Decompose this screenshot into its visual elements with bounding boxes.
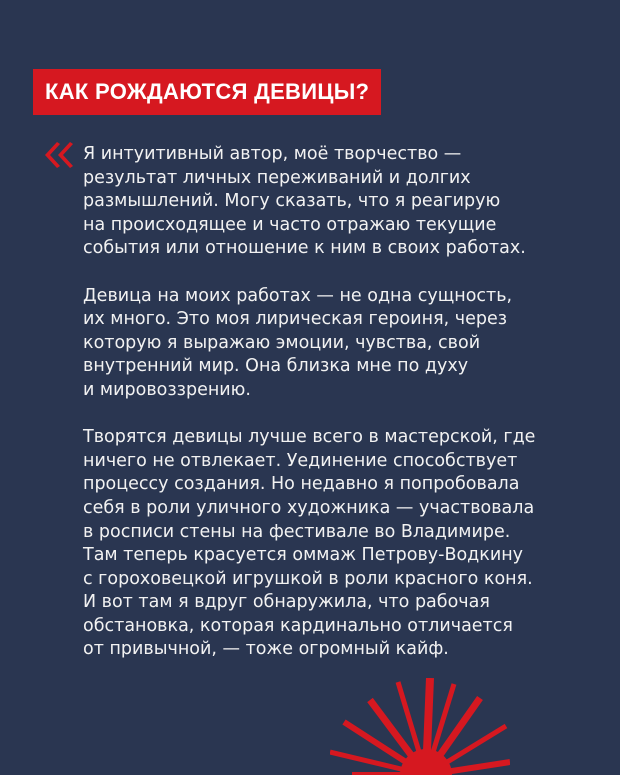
quote-paragraph-3: Творятся девицы лучше всего в мастерской, где ничего не отвлекает. Уединение способствует процессу создания. Но недавно я попробовала себя в роли уличного художника — участвовала в росписи стены на фестивале во Владимире. Там теперь красуется оммаж Петрову-Водкину с гороховецкой игрушкой в роли красного коня. И вот там я вдруг обнаружила, что рабочая обстановка, которая кардинально отличается от привычной, — тоже огромный кайф. [83, 427, 536, 660]
quote-paragraph-2: Девица на моих работах — не одна сущность, их много. Это моя лирическая героиня, через которую я выражаю эмоции, чувства, свой внутренний мир. Она близка мне по духу и мировоззрению. [83, 285, 513, 400]
page-title: КАК РОЖДАЮТСЯ ДЕВИЦЫ? [33, 69, 381, 115]
guillemet-open-icon [40, 136, 74, 174]
quote-paragraph-1: Я интуитивный автор, моё творчество — результат личных переживаний и долгих размышлений. Могу сказать, что я реагирую на происходящее и часто отражаю текущие события или отношение к ним в своих работах. [83, 144, 526, 259]
quote-text [83, 143, 603, 662]
sun-rays-icon [330, 678, 510, 775]
